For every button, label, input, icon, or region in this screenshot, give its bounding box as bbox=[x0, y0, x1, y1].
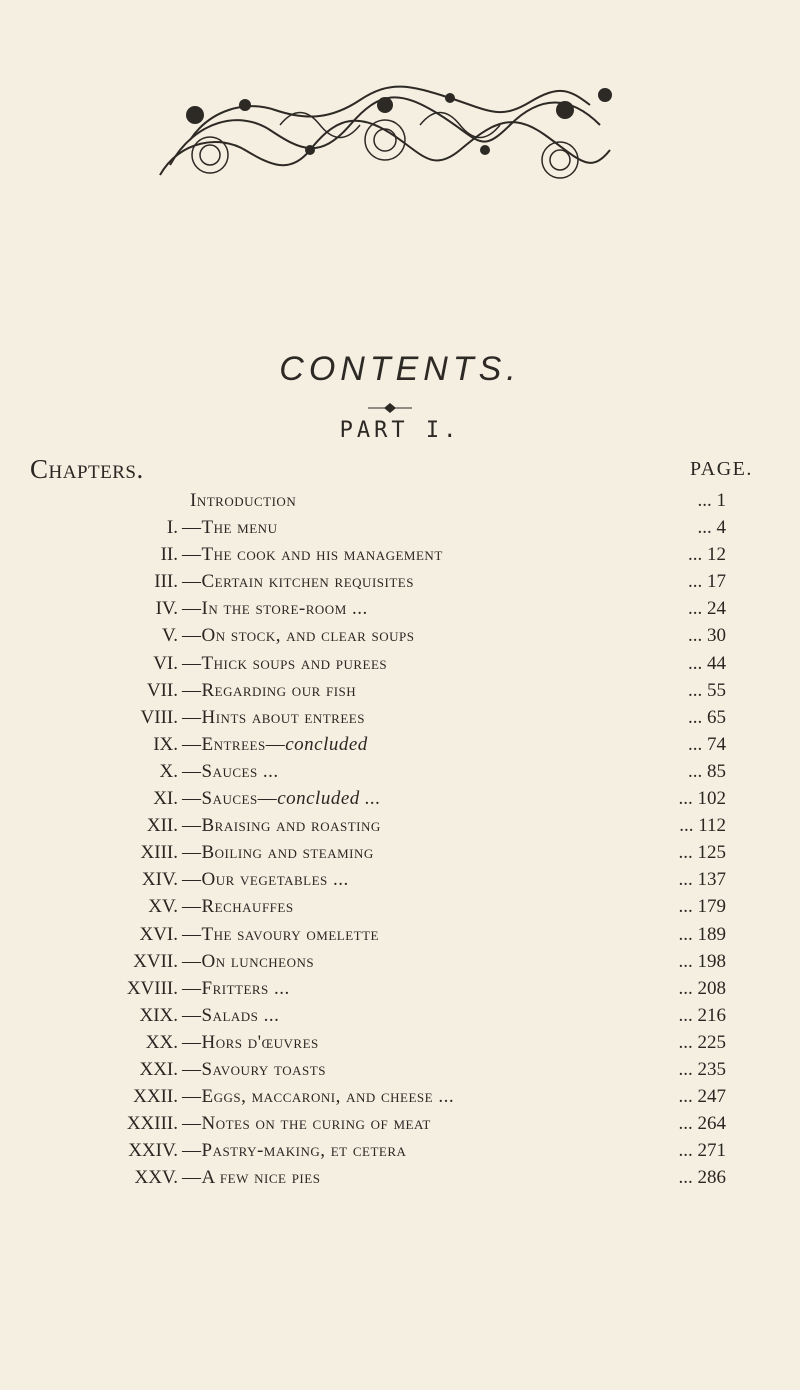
toc-entry bbox=[0, 677, 800, 704]
toc-entry bbox=[0, 839, 800, 866]
toc-entry bbox=[0, 1056, 800, 1083]
toc-entry bbox=[0, 1029, 800, 1056]
chapter-number: XVII. bbox=[133, 950, 178, 972]
toc-entry bbox=[0, 1164, 800, 1191]
chapter-title bbox=[182, 1002, 279, 1029]
toc-entry bbox=[0, 568, 800, 595]
chapter-title bbox=[182, 595, 368, 622]
chapter-number: XX. bbox=[145, 1031, 178, 1053]
chapter-title bbox=[182, 514, 277, 541]
chapter-number: IX. bbox=[153, 733, 178, 755]
toc-entry bbox=[0, 921, 800, 948]
page-number: ... 102 bbox=[678, 788, 726, 810]
toc-entry bbox=[0, 514, 800, 541]
chapter-title bbox=[182, 1083, 454, 1110]
toc-entry bbox=[0, 1083, 800, 1110]
chapter-title-text: —Fritters ... bbox=[182, 977, 290, 999]
chapter-number: XIV. bbox=[141, 869, 178, 891]
page-number: ... 4 bbox=[697, 517, 726, 539]
chapter-number: VII. bbox=[146, 679, 178, 701]
chapter-title bbox=[182, 1137, 406, 1164]
chapter-title-text: —Hors d'œuvres bbox=[182, 1031, 319, 1053]
page-number: ... 198 bbox=[678, 950, 726, 972]
chapter-title-text: —Boiling and steaming bbox=[182, 842, 374, 864]
toc-entry bbox=[0, 650, 800, 677]
page-number: ... 286 bbox=[678, 1167, 726, 1189]
chapter-title-text: —Rechauffes bbox=[182, 896, 294, 918]
chapter-title-italic: concluded ... bbox=[277, 788, 381, 810]
page-number: ... 264 bbox=[678, 1113, 726, 1135]
chapter-title-text: —Notes on the curing of meat bbox=[182, 1113, 431, 1135]
contents-list bbox=[0, 487, 800, 1191]
chapter-title-text: —Sauces ... bbox=[182, 760, 279, 782]
toc-entry bbox=[0, 541, 800, 568]
chapter-title-text: —Our vegetables ... bbox=[182, 869, 349, 891]
toc-entry bbox=[0, 487, 800, 514]
chapter-title-text: —The savoury omelette bbox=[182, 923, 379, 945]
chapter-number: XVI. bbox=[139, 923, 178, 945]
toc-entry bbox=[0, 758, 800, 785]
toc-entry bbox=[0, 785, 800, 812]
chapter-number: XII. bbox=[146, 815, 178, 837]
toc-entry bbox=[0, 812, 800, 839]
toc-entry bbox=[0, 1110, 800, 1137]
page-number: ... 216 bbox=[678, 1004, 726, 1026]
page-number: ... 225 bbox=[678, 1031, 726, 1053]
chapter-number: X. bbox=[159, 760, 178, 782]
chapter-number: XV. bbox=[148, 896, 178, 918]
chapter-title bbox=[182, 785, 381, 812]
chapter-number: XXII. bbox=[133, 1086, 178, 1108]
chapter-title bbox=[182, 1110, 431, 1137]
chapter-title bbox=[182, 893, 294, 920]
chapter-title-text: —Salads ... bbox=[182, 1004, 280, 1026]
page-number: ... 137 bbox=[678, 869, 726, 891]
chapter-title bbox=[190, 487, 296, 514]
chapter-title-text: —Sauces— bbox=[182, 788, 278, 810]
toc-entry bbox=[0, 948, 800, 975]
chapter-title bbox=[182, 622, 415, 649]
chapter-number: I. bbox=[166, 517, 178, 539]
chapter-title-text: —Eggs, maccaroni, and cheese ... bbox=[182, 1086, 455, 1108]
chapter-number: VIII. bbox=[140, 706, 178, 728]
chapter-title-text: —A few nice pies bbox=[182, 1167, 321, 1189]
page-number: ... 112 bbox=[679, 815, 726, 837]
page-number: ... 235 bbox=[678, 1058, 726, 1080]
toc-entry bbox=[0, 622, 800, 649]
chapter-title-text: —Braising and roasting bbox=[182, 815, 381, 837]
page-title: CONTENTS. bbox=[279, 350, 521, 388]
page-number: ... 65 bbox=[688, 706, 726, 728]
page-number: ... 30 bbox=[688, 625, 726, 647]
toc-entry bbox=[0, 975, 800, 1002]
chapter-title bbox=[182, 948, 314, 975]
toc-entry bbox=[0, 731, 800, 758]
toc-entry bbox=[0, 866, 800, 893]
chapter-number: XIII. bbox=[140, 842, 178, 864]
part-heading: PART I. bbox=[339, 418, 461, 443]
page-number: ... 12 bbox=[688, 544, 726, 566]
chapter-title-text: —On luncheons bbox=[182, 950, 315, 972]
chapter-title-text: —Certain kitchen requisites bbox=[182, 571, 414, 593]
chapter-title bbox=[182, 1029, 319, 1056]
page-number: ... 247 bbox=[678, 1086, 726, 1108]
chapter-number: XXI. bbox=[139, 1058, 178, 1080]
chapter-title-text: —In the store-room ... bbox=[182, 598, 368, 620]
chapter-title bbox=[182, 921, 379, 948]
chapter-title bbox=[182, 758, 279, 785]
chapter-title bbox=[182, 650, 387, 677]
chapter-title-text: —The menu bbox=[182, 517, 278, 539]
page-number: ... 179 bbox=[678, 896, 726, 918]
chapter-number: XVIII. bbox=[126, 977, 178, 999]
page-number: ... 1 bbox=[697, 490, 726, 511]
chapter-title bbox=[182, 1056, 326, 1083]
page-number: ... 74 bbox=[688, 733, 726, 755]
chapter-title-italic: concluded bbox=[285, 733, 368, 755]
page-number: ... 44 bbox=[688, 652, 726, 674]
page-column-header: PAGE. bbox=[690, 458, 753, 480]
chapter-number: III. bbox=[154, 571, 178, 593]
chapter-title bbox=[182, 704, 365, 731]
page-number: ... 55 bbox=[688, 679, 726, 701]
chapter-number: XI. bbox=[153, 788, 178, 810]
chapter-title-text: —Savoury toasts bbox=[182, 1058, 326, 1080]
chapter-number: XXIII. bbox=[126, 1113, 178, 1135]
toc-entry bbox=[0, 1137, 800, 1164]
page-number: ... 24 bbox=[688, 598, 726, 620]
chapter-title-text: —The cook and his management bbox=[182, 544, 443, 566]
chapter-title bbox=[182, 541, 443, 568]
toc-entry bbox=[0, 1002, 800, 1029]
chapter-title bbox=[182, 866, 349, 893]
divider-diamond-icon bbox=[360, 402, 420, 414]
page-number: ... 85 bbox=[688, 760, 726, 782]
page-number: ... 17 bbox=[688, 571, 726, 593]
chapter-title-text: Introduction bbox=[190, 490, 297, 511]
toc-entry bbox=[0, 595, 800, 622]
chapter-title bbox=[182, 975, 290, 1002]
page-number: ... 271 bbox=[678, 1140, 726, 1162]
chapters-column-header: Chapters. bbox=[30, 454, 144, 484]
page-number: ... 125 bbox=[678, 842, 726, 864]
page-number: ... 208 bbox=[678, 977, 726, 999]
chapter-number: XIX. bbox=[139, 1004, 178, 1026]
chapter-title-text: —Regarding our fish bbox=[182, 679, 357, 701]
chapter-title-text: —Pastry-making, et cetera bbox=[182, 1140, 407, 1162]
chapter-title bbox=[182, 677, 356, 704]
chapter-title bbox=[182, 839, 374, 866]
chapter-title bbox=[182, 731, 368, 758]
chapter-number: II. bbox=[160, 544, 178, 566]
chapter-number: XXV. bbox=[134, 1167, 178, 1189]
chapter-title bbox=[182, 1164, 320, 1191]
chapter-number: V. bbox=[161, 625, 178, 647]
chapter-title bbox=[182, 812, 381, 839]
chapter-title-text: —Thick soups and purees bbox=[182, 652, 388, 674]
chapter-title-text: —Entrees— bbox=[182, 733, 286, 755]
page-number: ... 189 bbox=[678, 923, 726, 945]
toc-entry bbox=[0, 704, 800, 731]
chapter-number: VI. bbox=[153, 652, 178, 674]
chapter-title-text: —Hints about entrees bbox=[182, 706, 365, 728]
chapter-title-text: —On stock, and clear soups bbox=[182, 625, 415, 647]
chapter-number: IV. bbox=[155, 598, 178, 620]
toc-entry bbox=[0, 893, 800, 920]
chapter-number: XXIV. bbox=[128, 1140, 178, 1162]
chapter-title bbox=[182, 568, 414, 595]
ornamental-headpiece bbox=[150, 80, 620, 190]
